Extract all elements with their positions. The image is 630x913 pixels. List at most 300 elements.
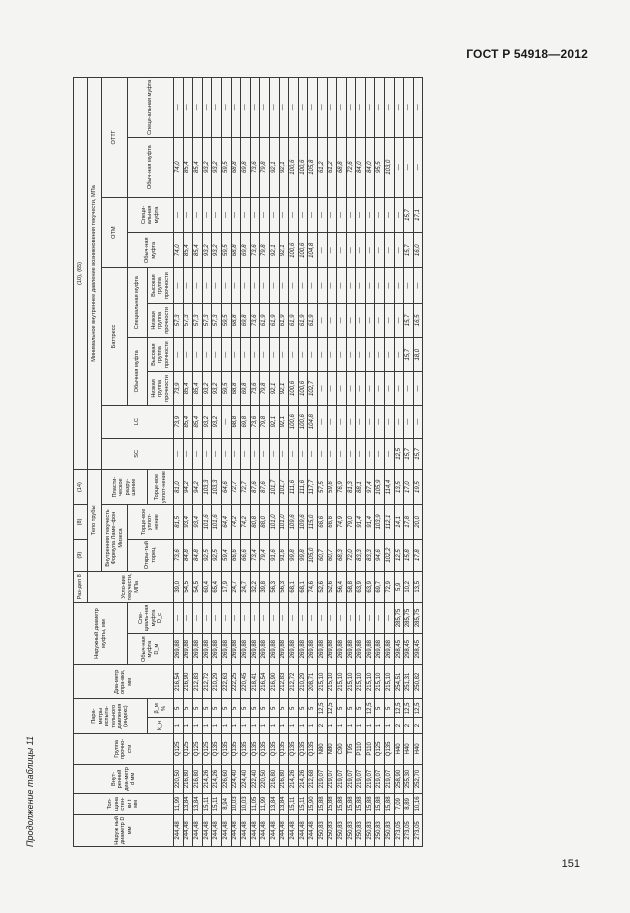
table-cell: 103,0 (385, 137, 395, 197)
table-cell: — (289, 78, 299, 138)
table-cell: 11,99 (174, 794, 184, 815)
table-cell: 269,88 (260, 634, 270, 665)
col-coupling-diameter: Наружный диаметр муфты, мм (74, 602, 128, 664)
table-cell: 212,68 (308, 764, 318, 793)
table-cell: — (317, 303, 327, 337)
table-cell: — (174, 338, 184, 372)
pressure-table (73, 77, 423, 847)
table-cell: 60,4 (202, 571, 212, 602)
table-cell: 84,0 (356, 137, 366, 197)
table-cell: 85,4 (193, 233, 203, 268)
table-cell: 91,4 (365, 505, 375, 539)
table-cell: — (337, 372, 347, 405)
table-cell: 59,5 (221, 372, 231, 405)
table-cell: 85,4 (183, 372, 193, 405)
table-cell: 12,5 (327, 699, 337, 718)
table-cell: 1 (183, 718, 193, 734)
table-cell: 15,88 (327, 794, 337, 815)
table-cell: — (385, 438, 395, 469)
table-cell: — (260, 338, 270, 372)
table-cell: 92,1 (279, 233, 289, 268)
table-cell: 85,4 (193, 137, 203, 197)
table-cell: 68,1 (298, 571, 308, 602)
formula-range: (10), (65) (74, 78, 88, 470)
table-cell: Q135 (279, 733, 289, 764)
table-cell: — (385, 233, 395, 268)
table-cell: Q125 (375, 733, 385, 764)
table-cell: 115,0 (308, 505, 318, 539)
table-cell: 12,5 (317, 699, 327, 718)
table-cell: 214,26 (298, 764, 308, 793)
table-cell: 16,5 (413, 303, 423, 337)
table-cell: 226,60 (221, 764, 231, 793)
table-cell: 68,8 (231, 137, 241, 197)
table-cell: — (375, 233, 385, 268)
table-cell: — (289, 197, 299, 232)
table-cell: — (183, 197, 193, 232)
table-cell: 93,2 (212, 372, 222, 405)
table-cell: 57,3 (174, 303, 184, 337)
table-cell: — (174, 602, 184, 633)
table-cell: 56,4 (337, 571, 347, 602)
table-cell: 8,94 (221, 794, 231, 815)
table-cell: 215,10 (317, 665, 327, 699)
table-cell: — (365, 602, 375, 633)
table-cell: 285,75 (413, 602, 423, 633)
table-cell: — (337, 602, 347, 633)
table-cell: 79,0 (346, 505, 356, 539)
closed-frac-header: Торце-вое уплот-нение (148, 469, 174, 504)
table-cell: 208,71 (308, 665, 318, 699)
table-cell: 101,6 (212, 505, 222, 539)
closed-end-header: Торце-вое уплот-нение (128, 505, 174, 539)
table-cell: — (337, 78, 347, 138)
table-cell: 269,88 (365, 634, 375, 665)
table-cell: — (260, 268, 270, 303)
table-cell: 216,80 (279, 764, 289, 793)
table-cell: — (337, 197, 347, 232)
table-cell: 100,6 (298, 137, 308, 197)
table-cell: 10,03 (241, 794, 251, 815)
table-cell: 92,1 (269, 405, 279, 438)
table-cell: — (193, 197, 203, 232)
table-cell: 13,84 (193, 794, 203, 815)
table-cell: 91,4 (356, 505, 366, 539)
collapse-header: Пласти-ческое разру-шение (102, 469, 148, 504)
table-row (317, 78, 327, 847)
table-cell: — (365, 268, 375, 303)
table-cell: — (385, 405, 395, 438)
table-row (346, 78, 356, 847)
table-cell: 244,48 (308, 814, 318, 846)
table-cell: — (174, 197, 184, 232)
col-drift: Диа-метр опра-вки, мм (74, 665, 174, 699)
table-cell: Q125 (202, 733, 212, 764)
table-cell: Q135 (212, 733, 222, 764)
table-cell: — (385, 338, 395, 372)
table-cell: 216,54 (260, 665, 270, 699)
table-cell: — (241, 602, 251, 633)
table-cell: N80 (317, 733, 327, 764)
table-cell: 59,6 (327, 469, 337, 504)
table-cell: 250,82 (413, 665, 423, 699)
table-cell: — (279, 268, 289, 303)
table-cell: 15,11 (202, 794, 212, 815)
table-cell: 215,10 (365, 665, 375, 699)
table-cell: Q135 (289, 733, 299, 764)
table-cell: 93,2 (202, 233, 212, 268)
table-cell: 222,40 (250, 764, 260, 793)
table-cell: 298,45 (394, 634, 404, 665)
table-cell: N80 (327, 733, 337, 764)
table-cell: — (346, 197, 356, 232)
table-cell: 216,90 (269, 665, 279, 699)
table-cell: 94,6 (375, 539, 385, 571)
table-cell: 63,9 (356, 571, 366, 602)
table-cell: 212,72 (289, 665, 299, 699)
table-cell: 15,7 (404, 438, 414, 469)
table-cell: P110 (365, 733, 375, 764)
table-cell: — (308, 78, 318, 138)
table-cell: 39,8 (260, 571, 270, 602)
table-cell: 8,89 (404, 794, 414, 815)
table-cell: — (346, 233, 356, 268)
table-cell: — (174, 78, 184, 138)
table-cell: — (193, 268, 203, 303)
table-cell: 269,88 (356, 634, 366, 665)
table-cell: 73,9 (174, 372, 184, 405)
table-cell: 74,6 (308, 571, 318, 602)
table-cell: 94,2 (183, 469, 193, 504)
table-cell: 250,83 (365, 814, 375, 846)
table-cell: 244,48 (212, 814, 222, 846)
table-cell: — (231, 78, 241, 138)
table-cell: — (260, 197, 270, 232)
table-cell: C90 (337, 733, 347, 764)
table-cell: 100,6 (298, 372, 308, 405)
table-cell: 15,88 (337, 794, 347, 815)
table-cell: — (221, 405, 231, 438)
table-cell: — (365, 197, 375, 232)
table-cell: 244,48 (183, 814, 193, 846)
table-cell: 5 (212, 699, 222, 718)
yield-pressure-header: Внутренняя текучесть Формула Ламе–фон Мизеса (102, 505, 128, 571)
table-cell: 100,6 (289, 233, 299, 268)
table-cell: — (250, 268, 260, 303)
table-cell: — (385, 602, 395, 633)
table-row (365, 78, 375, 847)
table-cell: 74,0 (174, 233, 184, 268)
table-cell: 244,48 (241, 814, 251, 846)
table-cell: 219,07 (365, 764, 375, 793)
table-cell: — (241, 438, 251, 469)
table-cell: — (221, 338, 231, 372)
table-cell: — (231, 438, 241, 469)
table-cell: 15,11 (289, 794, 299, 815)
table-body (174, 78, 423, 847)
table-cell: 13,5 (413, 571, 423, 602)
table-cell: 5 (183, 699, 193, 718)
table-cell: 273,05 (404, 814, 414, 846)
higher-group2-header: Высокая группа прочности (148, 268, 174, 303)
table-cell: — (394, 338, 404, 372)
table-cell: — (356, 197, 366, 232)
table-cell: 101,7 (269, 469, 279, 504)
table-row (250, 78, 260, 847)
table-cell: — (250, 338, 260, 372)
table-cell: 85,4 (183, 233, 193, 268)
table-cell: 269,88 (385, 634, 395, 665)
table-cell: 244,48 (260, 814, 270, 846)
table-cell: 92,1 (269, 137, 279, 197)
table-cell: 5 (308, 699, 318, 718)
table-cell: — (365, 372, 375, 405)
table-cell: — (346, 405, 356, 438)
table-cell: — (279, 438, 289, 469)
table-cell: 79,4 (260, 539, 270, 571)
table-cell: 17,8 (413, 539, 423, 571)
table-cell: 100,6 (298, 405, 308, 438)
table-cell: H40 (413, 733, 423, 764)
table-cell: 255,30 (404, 764, 414, 793)
table-cell: — (356, 78, 366, 138)
table-cell: — (327, 78, 337, 138)
table-cell: 14,1 (394, 505, 404, 539)
table-cell: — (221, 438, 231, 469)
table-cell: 69,8 (241, 405, 251, 438)
table-cell: 69,8 (241, 303, 251, 337)
table-cell: 212,72 (202, 665, 212, 699)
table-cell: 63,9 (365, 571, 375, 602)
table-cell: 269,88 (337, 634, 347, 665)
table-cell: — (298, 78, 308, 138)
table-cell: 79,8 (260, 137, 270, 197)
table-cell: 103,3 (202, 469, 212, 504)
table-cell: 1 (260, 718, 270, 734)
table-row (337, 78, 347, 847)
table-row (231, 78, 241, 847)
table-cell: — (317, 78, 327, 138)
table-cell: 11,05 (250, 794, 260, 815)
table-cell: — (327, 303, 337, 337)
table-cell: 15,7 (404, 197, 414, 232)
table-cell: 1 (365, 718, 375, 734)
table-cell: 15,88 (375, 794, 385, 815)
table-cell: — (241, 78, 251, 138)
table-cell: Q125 (183, 733, 193, 764)
table-cell: 269,88 (250, 634, 260, 665)
table-cell: 61,9 (279, 303, 289, 337)
table-cell: 92,1 (269, 372, 279, 405)
table-cell: — (317, 197, 327, 232)
table-cell: 24,7 (231, 571, 241, 602)
table-cell: 92,1 (269, 233, 279, 268)
table-cell: — (327, 338, 337, 372)
table-cell: — (346, 303, 356, 337)
table-cell: 54,5 (193, 571, 203, 602)
table-cell: — (279, 197, 289, 232)
table-cell: — (298, 602, 308, 633)
table-cell: 244,48 (289, 814, 299, 846)
table-cell: 244,48 (174, 814, 184, 846)
table-cell: 69,7 (375, 571, 385, 602)
table-cell: 74,2 (231, 505, 241, 539)
table-cell: — (308, 268, 318, 303)
higher-group-header: Высокая группа прочности (148, 338, 174, 372)
table-cell: 68,1 (289, 571, 299, 602)
table-cell: 15,88 (365, 794, 375, 815)
table-cell: 5 (231, 699, 241, 718)
formula-8: (8) (74, 505, 88, 539)
buttress-normal-header: Обычная муфта (128, 338, 148, 406)
table-cell: 73,6 (174, 539, 184, 571)
table-cell: — (356, 438, 366, 469)
table-cell: 1 (385, 718, 395, 734)
table-caption: Продолжение таблицы 11 (25, 735, 35, 847)
table-cell: 68,8 (231, 303, 241, 337)
table-cell: 5 (250, 699, 260, 718)
table-cell: 97,4 (365, 469, 375, 504)
table-cell: 92,1 (279, 372, 289, 405)
rotated-table-block (23, 77, 593, 847)
table-cell: 57,3 (212, 303, 222, 337)
table-cell: 101,0 (279, 505, 289, 539)
table-cell: 5 (375, 699, 385, 718)
table-cell: 73,6 (250, 137, 260, 197)
table-cell: — (346, 602, 356, 633)
table-cell: — (346, 78, 356, 138)
table-cell: — (260, 602, 270, 633)
table-cell: 91,6 (279, 539, 289, 571)
table-cell: P110 (356, 733, 366, 764)
table-row (308, 78, 318, 847)
table-cell: 72,7 (231, 469, 241, 504)
table-cell: 93,2 (202, 405, 212, 438)
table-cell: 20,0 (413, 505, 423, 539)
table-cell: 269,88 (269, 634, 279, 665)
table-cell: 5 (221, 699, 231, 718)
table-cell: 73,6 (250, 303, 260, 337)
table-cell: 52,6 (317, 571, 327, 602)
table-cell: 109,6 (289, 505, 299, 539)
table-cell: — (317, 372, 327, 405)
table-cell: 94,2 (193, 469, 203, 504)
table-cell: 1 (356, 718, 366, 734)
table-cell: — (327, 197, 337, 232)
col-wall: Тол-щина стен-ки t мм (74, 794, 174, 815)
table-cell: 219,07 (385, 764, 395, 793)
table-cell: 215,10 (346, 665, 356, 699)
table-cell: — (250, 78, 260, 138)
table-cell: — (221, 602, 231, 633)
table-cell: Q135 (221, 733, 231, 764)
table-cell: 60,7 (317, 539, 327, 571)
table-cell: 13,84 (269, 794, 279, 815)
table-cell: — (269, 602, 279, 633)
table-cell: — (337, 233, 347, 268)
table-cell: 254,51 (394, 665, 404, 699)
table-cell: — (394, 405, 404, 438)
table-cell: Q135 (250, 733, 260, 764)
table-cell: 1 (202, 718, 212, 734)
table-cell: 69,8 (241, 137, 251, 197)
table-cell: — (212, 197, 222, 232)
table-cell: — (394, 78, 404, 138)
table-cell: 92,1 (279, 137, 289, 197)
table-cell: 7,09 (394, 794, 404, 815)
table-cell: 66,6 (241, 539, 251, 571)
table-cell: 100,6 (289, 137, 299, 197)
table-cell: — (193, 338, 203, 372)
table-row (327, 78, 337, 847)
table-cell: — (337, 268, 347, 303)
table-cell: — (183, 338, 193, 372)
table-cell: 16,0 (413, 233, 423, 268)
table-cell: — (375, 405, 385, 438)
table-cell: 269,88 (193, 634, 203, 665)
table-cell: 250,83 (385, 814, 395, 846)
table-cell: 85,4 (193, 372, 203, 405)
table-cell: 10,16 (413, 794, 423, 815)
table-cell: — (375, 303, 385, 337)
table-cell: 68,8 (231, 233, 241, 268)
table-cell: 93,2 (212, 137, 222, 197)
table-cell: — (327, 268, 337, 303)
table-cell: 32,2 (250, 571, 260, 602)
table-cell: 54,5 (183, 571, 193, 602)
table-cell: 12,5 (394, 699, 404, 718)
table-cell: — (337, 438, 347, 469)
table-cell: — (289, 338, 299, 372)
buttress-special-header: Специальная муфта (128, 268, 148, 338)
table-cell: — (385, 197, 395, 232)
table-cell: — (404, 137, 414, 197)
table-cell: — (250, 197, 260, 232)
table-cell: 88,1 (356, 469, 366, 504)
table-cell: 79,8 (260, 405, 270, 438)
table-cell: — (250, 602, 260, 633)
table-cell: 216,80 (183, 764, 193, 793)
table-cell: — (289, 602, 299, 633)
table-cell: 19,5 (413, 469, 423, 504)
table-cell: — (385, 303, 395, 337)
table-cell: H40 (394, 733, 404, 764)
ottg-normal-header: Обыч-ная муфта (128, 137, 174, 197)
table-cell: — (337, 303, 347, 337)
table-cell: — (260, 78, 270, 138)
table-cell: 269,88 (183, 634, 193, 665)
table-cell: 5 (269, 699, 279, 718)
table-cell: — (212, 78, 222, 138)
table-cell: 285,75 (404, 602, 414, 633)
otm-header: ОТМ (102, 197, 128, 268)
table-cell: 15,11 (298, 794, 308, 815)
table-cell: — (298, 197, 308, 232)
table-cell: 269,88 (202, 634, 212, 665)
table-cell: 2 (404, 718, 414, 734)
table-row (404, 78, 414, 847)
table-row (269, 78, 279, 847)
sc-header: SC (102, 438, 174, 469)
table-cell: 269,88 (279, 634, 289, 665)
table-cell: — (317, 338, 327, 372)
table-cell: 5 (279, 699, 289, 718)
table-cell: — (212, 268, 222, 303)
lc-header: LC (102, 405, 174, 438)
table-cell: 18,0 (413, 338, 423, 372)
open-end-header: Откры-тый торец (128, 539, 174, 571)
table-cell: 1 (279, 718, 289, 734)
